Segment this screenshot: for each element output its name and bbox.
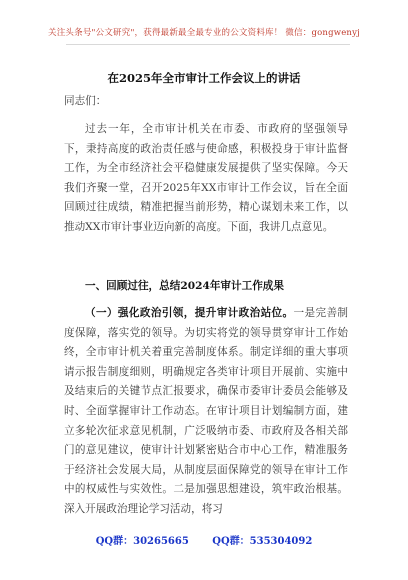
salutation: 同志们： (64, 95, 107, 107)
section-heading: 一、回顾过往，总结2024年审计工作成果 (85, 280, 284, 292)
footer-qq-group-1: QQ群：30265665 (95, 536, 189, 547)
subsection-lead: （一）强化政治引领，提升审计政治站位。 (85, 307, 294, 319)
document-title: 在2025年全市审计工作会议上的讲话 (107, 71, 301, 85)
footer-qq-group-2: QQ群：535304092 (212, 536, 313, 547)
intro-paragraph: 过去一年，全市审计机关在市委、市政府的坚强领导下，秉持高度的政治责任感与使命感，积极投身于审计监督工作，为全市经济社会平稳健康发展提供了坚实保障。今天我们齐聚一堂，召开2025年XX市审计工作会议，旨在全面回顾过往成绩，精准把握当前形势，精心谋划未来工作，以推动XX市审计事业迈向新的高度。下面，我讲几点意见。 (64, 123, 348, 233)
header-banner: 关注头条号"公文研究"，获得最新最全最专业的公文资料库！ 微信：gongwenyj (48, 28, 360, 38)
header-divider (66, 44, 350, 45)
footer-qq-groups (0, 532, 408, 547)
subsection-paragraph (64, 304, 348, 520)
subsection-text: 一是完善制度保障，落实党的领导。为切实将党的领导贯穿审计工作始终，全市审计机关着重完善制度体系。制定详细的重大事项请示报告制度细则，明确规定各类审计项目开展前、实施中及结束后的关键节点汇报要求，确保市委审计委员会能够及时、全面掌握审计工作动态。在审计项目计划编制方面，建立多轮次征求意见机制，广泛吸纳市委、市政府及各相关部门的意见建议，使审计计划紧密贴合市中心工作，精准服务于经济社会发展大局，从制度层面保障党的领导在审计工作中的权威性与实效性。二是加强思想建设，筑牢政治根基。深入开展政治理论学习活动，将习 (64, 307, 349, 515)
